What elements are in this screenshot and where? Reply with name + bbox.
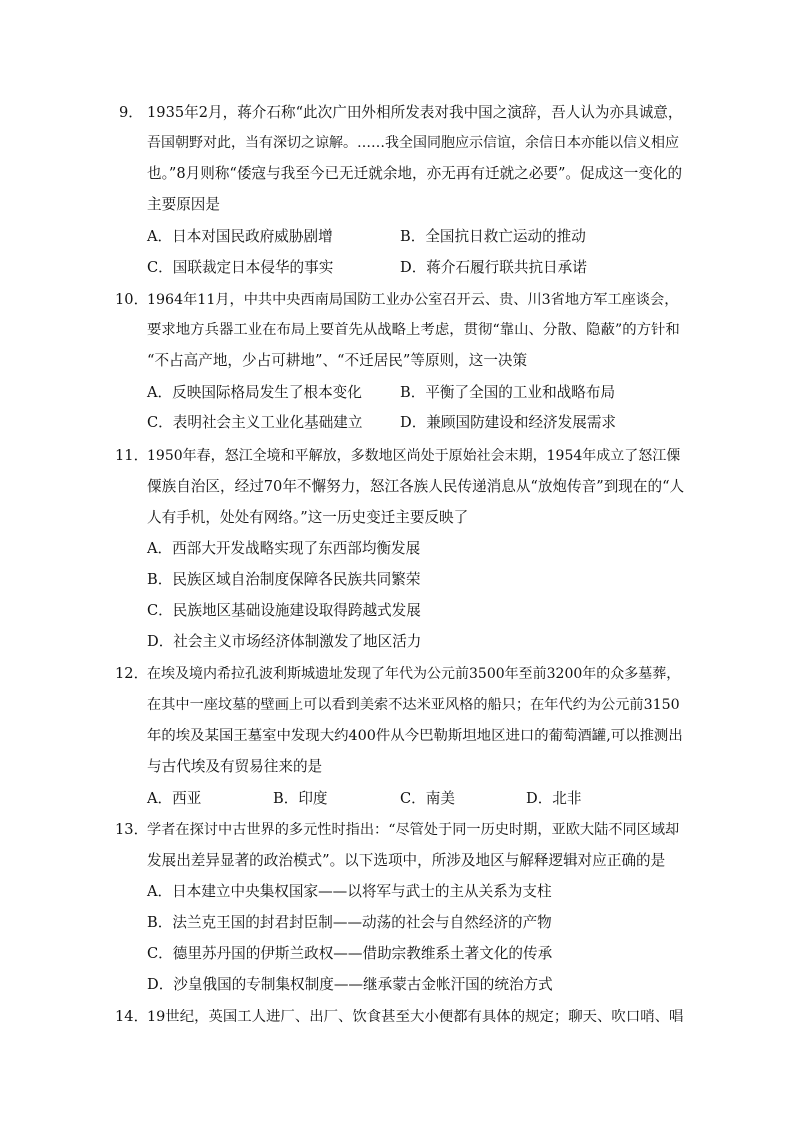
question-text-line: 人有手机，处处有网络。”这一历史变迁主要反映了 <box>147 509 469 526</box>
option-c[interactable]: C．民族地区基础设施建设取得跨越式发展 <box>147 602 421 619</box>
question-number: 10． <box>115 291 149 308</box>
option-d[interactable]: D．沙皇俄国的专制集权制度——继承蒙古金帐汗国的统治方式 <box>147 976 553 993</box>
question-number: 14． <box>115 1008 149 1025</box>
question-text-line: 在埃及境内希拉孔波利斯城遗址发现了年代为公元前3500年至前3200年的众多墓葬， <box>147 666 681 682</box>
question-text-line: 发展出差异显著的政治模式”。以下选项中，所涉及地区与解释逻辑对应正确的是 <box>147 852 666 869</box>
option-a[interactable]: A．反映国际格局发生了根本变化 <box>147 384 362 401</box>
option-d[interactable]: D．兼顾国防建设和经济发展需求 <box>400 414 617 431</box>
question-text-line: 年的埃及某国王墓室中发现大约400件从今巴勒斯坦地区进口的葡萄酒罐,可以推测出 <box>147 728 683 744</box>
option-b[interactable]: B．全国抗日救亡运动的推动 <box>400 228 586 245</box>
question-text-line: 主要原因是 <box>147 196 220 213</box>
option-a[interactable]: A．西亚 <box>147 790 202 807</box>
option-b[interactable]: B．民族区域自治制度保障各民族共同繁荣 <box>147 571 421 588</box>
question-text-line: 19世纪，英国工人进厂、出厂、饮食甚至大小便都有具体的规定；聊天、吹口哨、唱 <box>147 1009 684 1025</box>
option-a[interactable]: A．西部大开发战略实现了东西部均衡发展 <box>147 540 421 557</box>
option-d[interactable]: D．蒋介石履行联共抗日承诺 <box>400 259 587 276</box>
question-text-line: 学者在探讨中古世界的多元性时指出：“尽管处于同一历史时期，亚欧大陆不同区域却 <box>147 822 680 838</box>
question-text-line: 也。”8月则称“倭寇与我至今已无迁就余地，亦无再有迁就之必要”。促成这一变化的 <box>147 165 683 182</box>
option-c[interactable]: C．德里苏丹国的伊斯兰政权——借助宗教维系土著文化的传承 <box>147 945 553 962</box>
question-text-line: 在其中一座坟墓的壁画上可以看到美索不达米亚风格的船只；在年代约为公元前3150 <box>147 697 680 713</box>
question-text-line: 1950年春，怒江全境和平解放，多数地区尚处于原始社会末期，1954年成立了怒江傈 <box>147 448 681 464</box>
option-c[interactable]: C．国联裁定日本侵华的事实 <box>147 259 334 276</box>
question-text-line: 与古代埃及有贸易往来的是 <box>147 758 323 775</box>
option-b[interactable]: B．法兰克王国的封君封臣制——动荡的社会与自然经济的产物 <box>147 914 552 931</box>
question-number: 13． <box>115 821 149 838</box>
question-number: 11． <box>115 447 149 464</box>
question-text-line: 1935年2月，蒋介石称“此次广田外相所发表对我中国之演辞，吾人认为亦具诚意， <box>147 104 683 121</box>
option-c[interactable]: C．表明社会主义工业化基础建立 <box>147 414 363 431</box>
option-c[interactable]: C．南美 <box>400 790 455 807</box>
option-b[interactable]: B．印度 <box>273 790 328 807</box>
option-b[interactable]: B．平衡了全国的工业和战略布局 <box>400 384 616 401</box>
question-text-line: 僳族自治区，经过70年不懈努力，怒江各族人民传递消息从“放炮传音”到现在的“人 <box>147 478 685 495</box>
question-text-line: 吾国朝野对此，当有深切之谅解。……我全国同胞应示信谊，余信日本亦能以信义相应 <box>147 135 679 151</box>
question-text-line: 1964年11月，中共中央西南局国防工业办公室召开云、贵、川3省地方军工座谈会， <box>147 292 679 308</box>
option-a[interactable]: A．日本对国民政府威胁剧增 <box>147 228 333 245</box>
question-text-line: 要求地方兵器工业在布局上要首先从战略上考虑，贯彻“靠山、分散、隐蔽”的方针和 <box>147 322 680 338</box>
question-number: 9． <box>119 104 143 121</box>
question-number: 12． <box>115 665 149 682</box>
question-text-line: “不占高产地，少占可耕地”、“不迁居民”等原则，这一决策 <box>147 352 528 369</box>
option-d[interactable]: D．北非 <box>526 790 582 807</box>
option-d[interactable]: D．社会主义市场经济体制激发了地区活力 <box>147 633 422 650</box>
option-a[interactable]: A．日本建立中央集权国家——以将军与武士的主从关系为支柱 <box>147 883 552 900</box>
